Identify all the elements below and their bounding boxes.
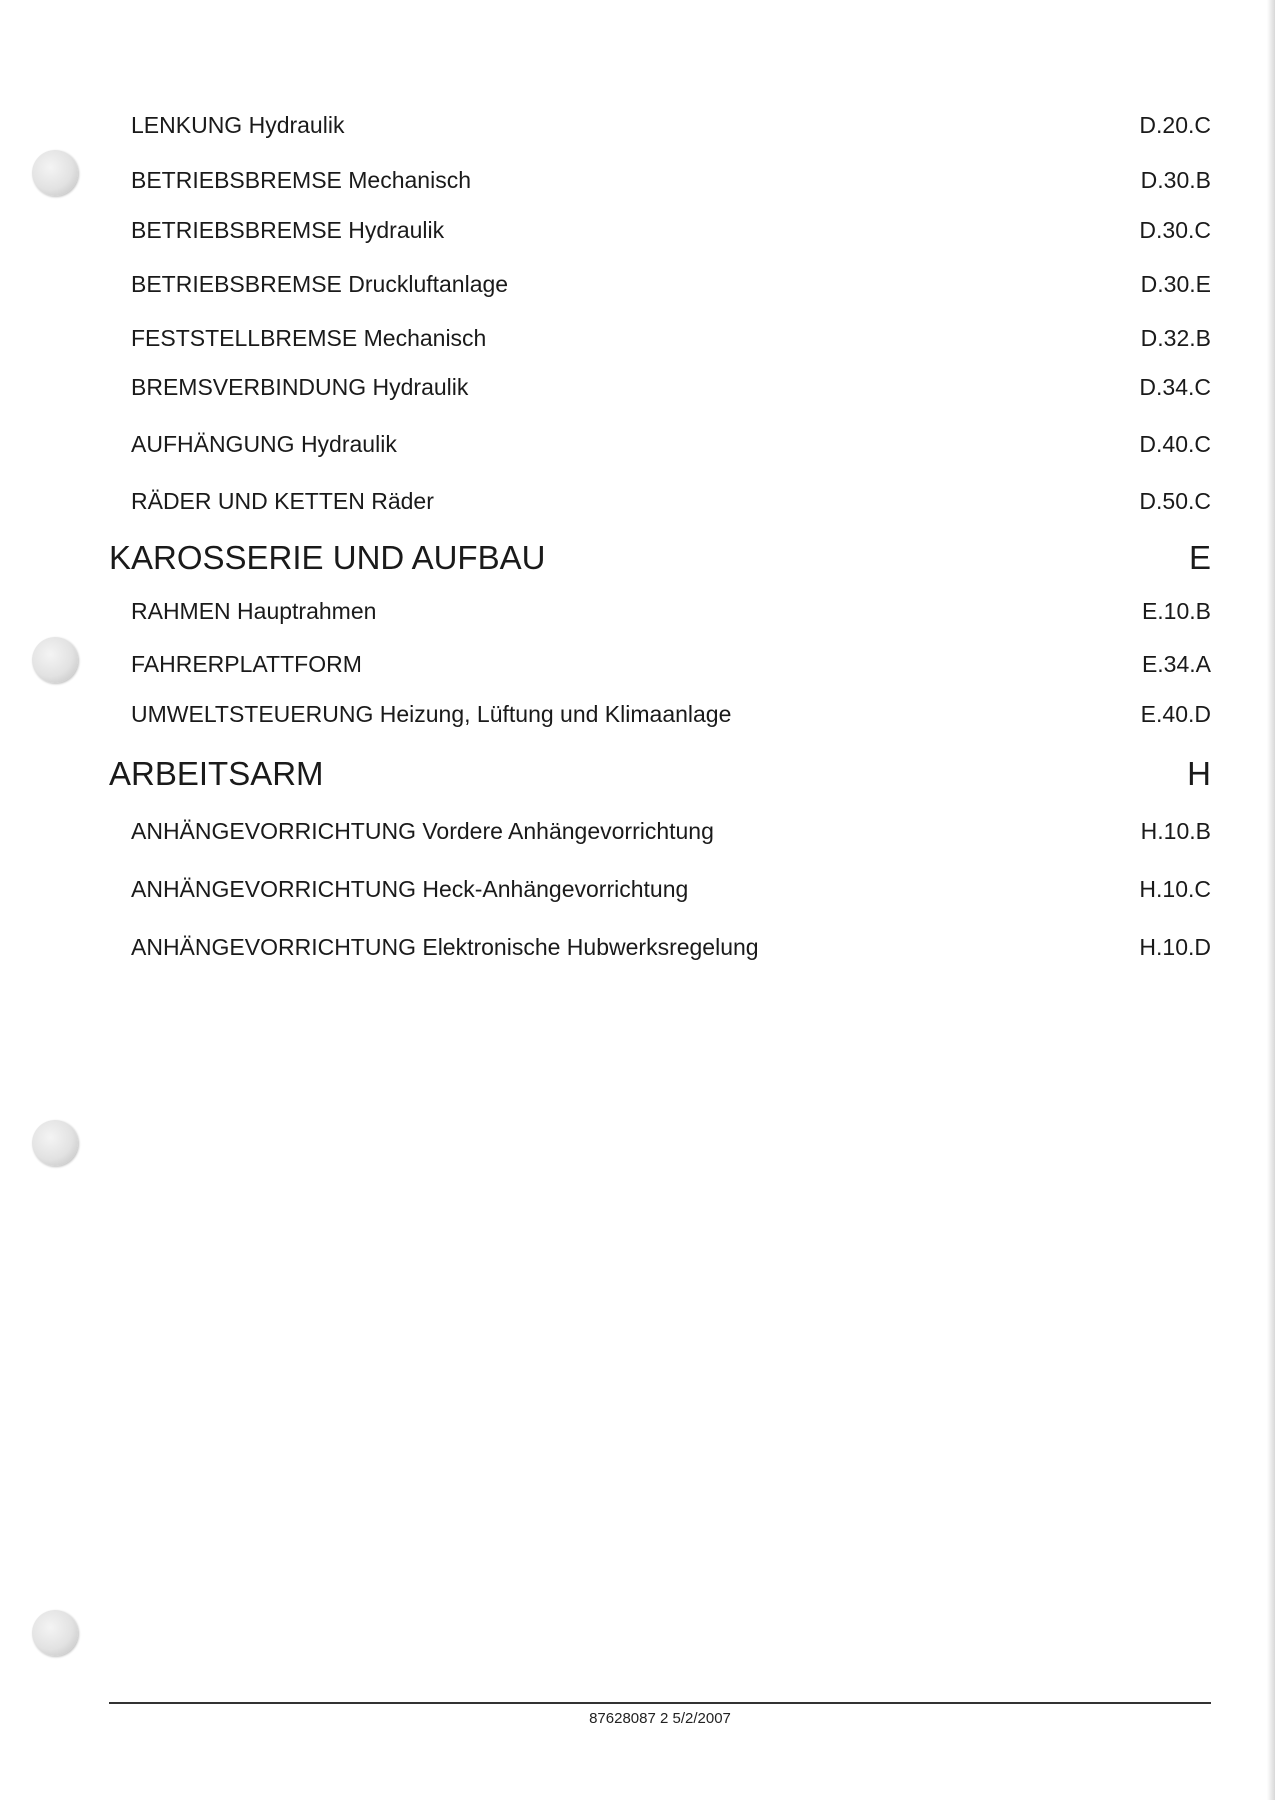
toc-entry bbox=[0, 701, 1275, 741]
toc-entry bbox=[0, 431, 1275, 471]
toc-entry bbox=[0, 374, 1275, 414]
toc-entry-code: E.10.B bbox=[1141, 598, 1211, 624]
toc-heading-code: H bbox=[1187, 755, 1211, 792]
toc-entry-label: FESTSTELLBREMSE Mechanisch bbox=[131, 325, 487, 351]
toc-entry-label: BETRIEBSBREMSE Hydraulik bbox=[131, 217, 445, 243]
toc-entry-code: D.40.C bbox=[1139, 431, 1211, 457]
toc-entry-label: BREMSVERBINDUNG Hydraulik bbox=[131, 374, 469, 400]
toc-entry-label: LENKUNG Hydraulik bbox=[131, 112, 345, 138]
footer-document-number: 87628087 2 5/2/2007 bbox=[589, 1710, 731, 1727]
toc-entry bbox=[0, 217, 1275, 257]
toc-entry bbox=[0, 934, 1275, 974]
toc-entry bbox=[0, 271, 1275, 311]
toc-entry-code: D.30.C bbox=[1139, 217, 1211, 243]
toc-entry-label: BETRIEBSBREMSE Druckluftanlage bbox=[131, 271, 509, 297]
toc-entry-label: ANHÄNGEVORRICHTUNG Elektronische Hubwerksregelung bbox=[131, 934, 759, 960]
toc-heading-label: ARBEITSARM bbox=[109, 755, 324, 792]
toc-heading-label: KAROSSERIE UND AUFBAU bbox=[109, 539, 546, 576]
toc-entry-code: D.32.B bbox=[1140, 325, 1211, 351]
toc-entry bbox=[0, 876, 1275, 916]
toc-heading-code: E bbox=[1188, 539, 1211, 576]
toc-entry-label: RÄDER UND KETTEN Räder bbox=[131, 488, 434, 514]
toc-section-heading bbox=[0, 539, 1275, 585]
toc-entry-code: H.10.B bbox=[1140, 818, 1211, 844]
toc-entry-code: E.34.A bbox=[1141, 651, 1211, 677]
toc-entry-code: H.10.D bbox=[1139, 934, 1211, 960]
footer-divider bbox=[109, 1702, 1211, 1704]
toc-entry-code: D.50.C bbox=[1139, 488, 1211, 514]
toc-entry-code: E.40.D bbox=[1140, 701, 1211, 727]
punch-hole bbox=[32, 1120, 78, 1166]
toc-entry bbox=[0, 598, 1275, 638]
toc-entry bbox=[0, 167, 1275, 207]
toc-entry-label: AUFHÄNGUNG Hydraulik bbox=[131, 431, 397, 457]
toc-entry bbox=[0, 325, 1275, 365]
toc-entry-code: H.10.C bbox=[1139, 876, 1211, 902]
toc-entry-label: UMWELTSTEUERUNG Heizung, Lüftung und Klimaanlage bbox=[131, 701, 732, 727]
toc-entry bbox=[0, 488, 1275, 528]
toc-entry-code: D.34.C bbox=[1139, 374, 1211, 400]
toc-entry bbox=[0, 818, 1275, 858]
toc-entry-code: D.30.B bbox=[1140, 167, 1211, 193]
toc-entry-label: ANHÄNGEVORRICHTUNG Heck-Anhängevorrichtung bbox=[131, 876, 689, 902]
punch-hole bbox=[32, 1610, 78, 1656]
toc-entry-code: D.30.E bbox=[1140, 271, 1211, 297]
toc-entry-label: BETRIEBSBREMSE Mechanisch bbox=[131, 167, 472, 193]
toc-entry-code: D.20.C bbox=[1139, 112, 1211, 138]
toc-entry-label: RAHMEN Hauptrahmen bbox=[131, 598, 377, 624]
toc-entry bbox=[0, 651, 1275, 691]
toc-entry bbox=[0, 112, 1275, 152]
toc-section-heading bbox=[0, 755, 1275, 801]
toc-entry-label: FAHRERPLATTFORM bbox=[131, 651, 362, 677]
toc-entry-label: ANHÄNGEVORRICHTUNG Vordere Anhängevorrichtung bbox=[131, 818, 714, 844]
